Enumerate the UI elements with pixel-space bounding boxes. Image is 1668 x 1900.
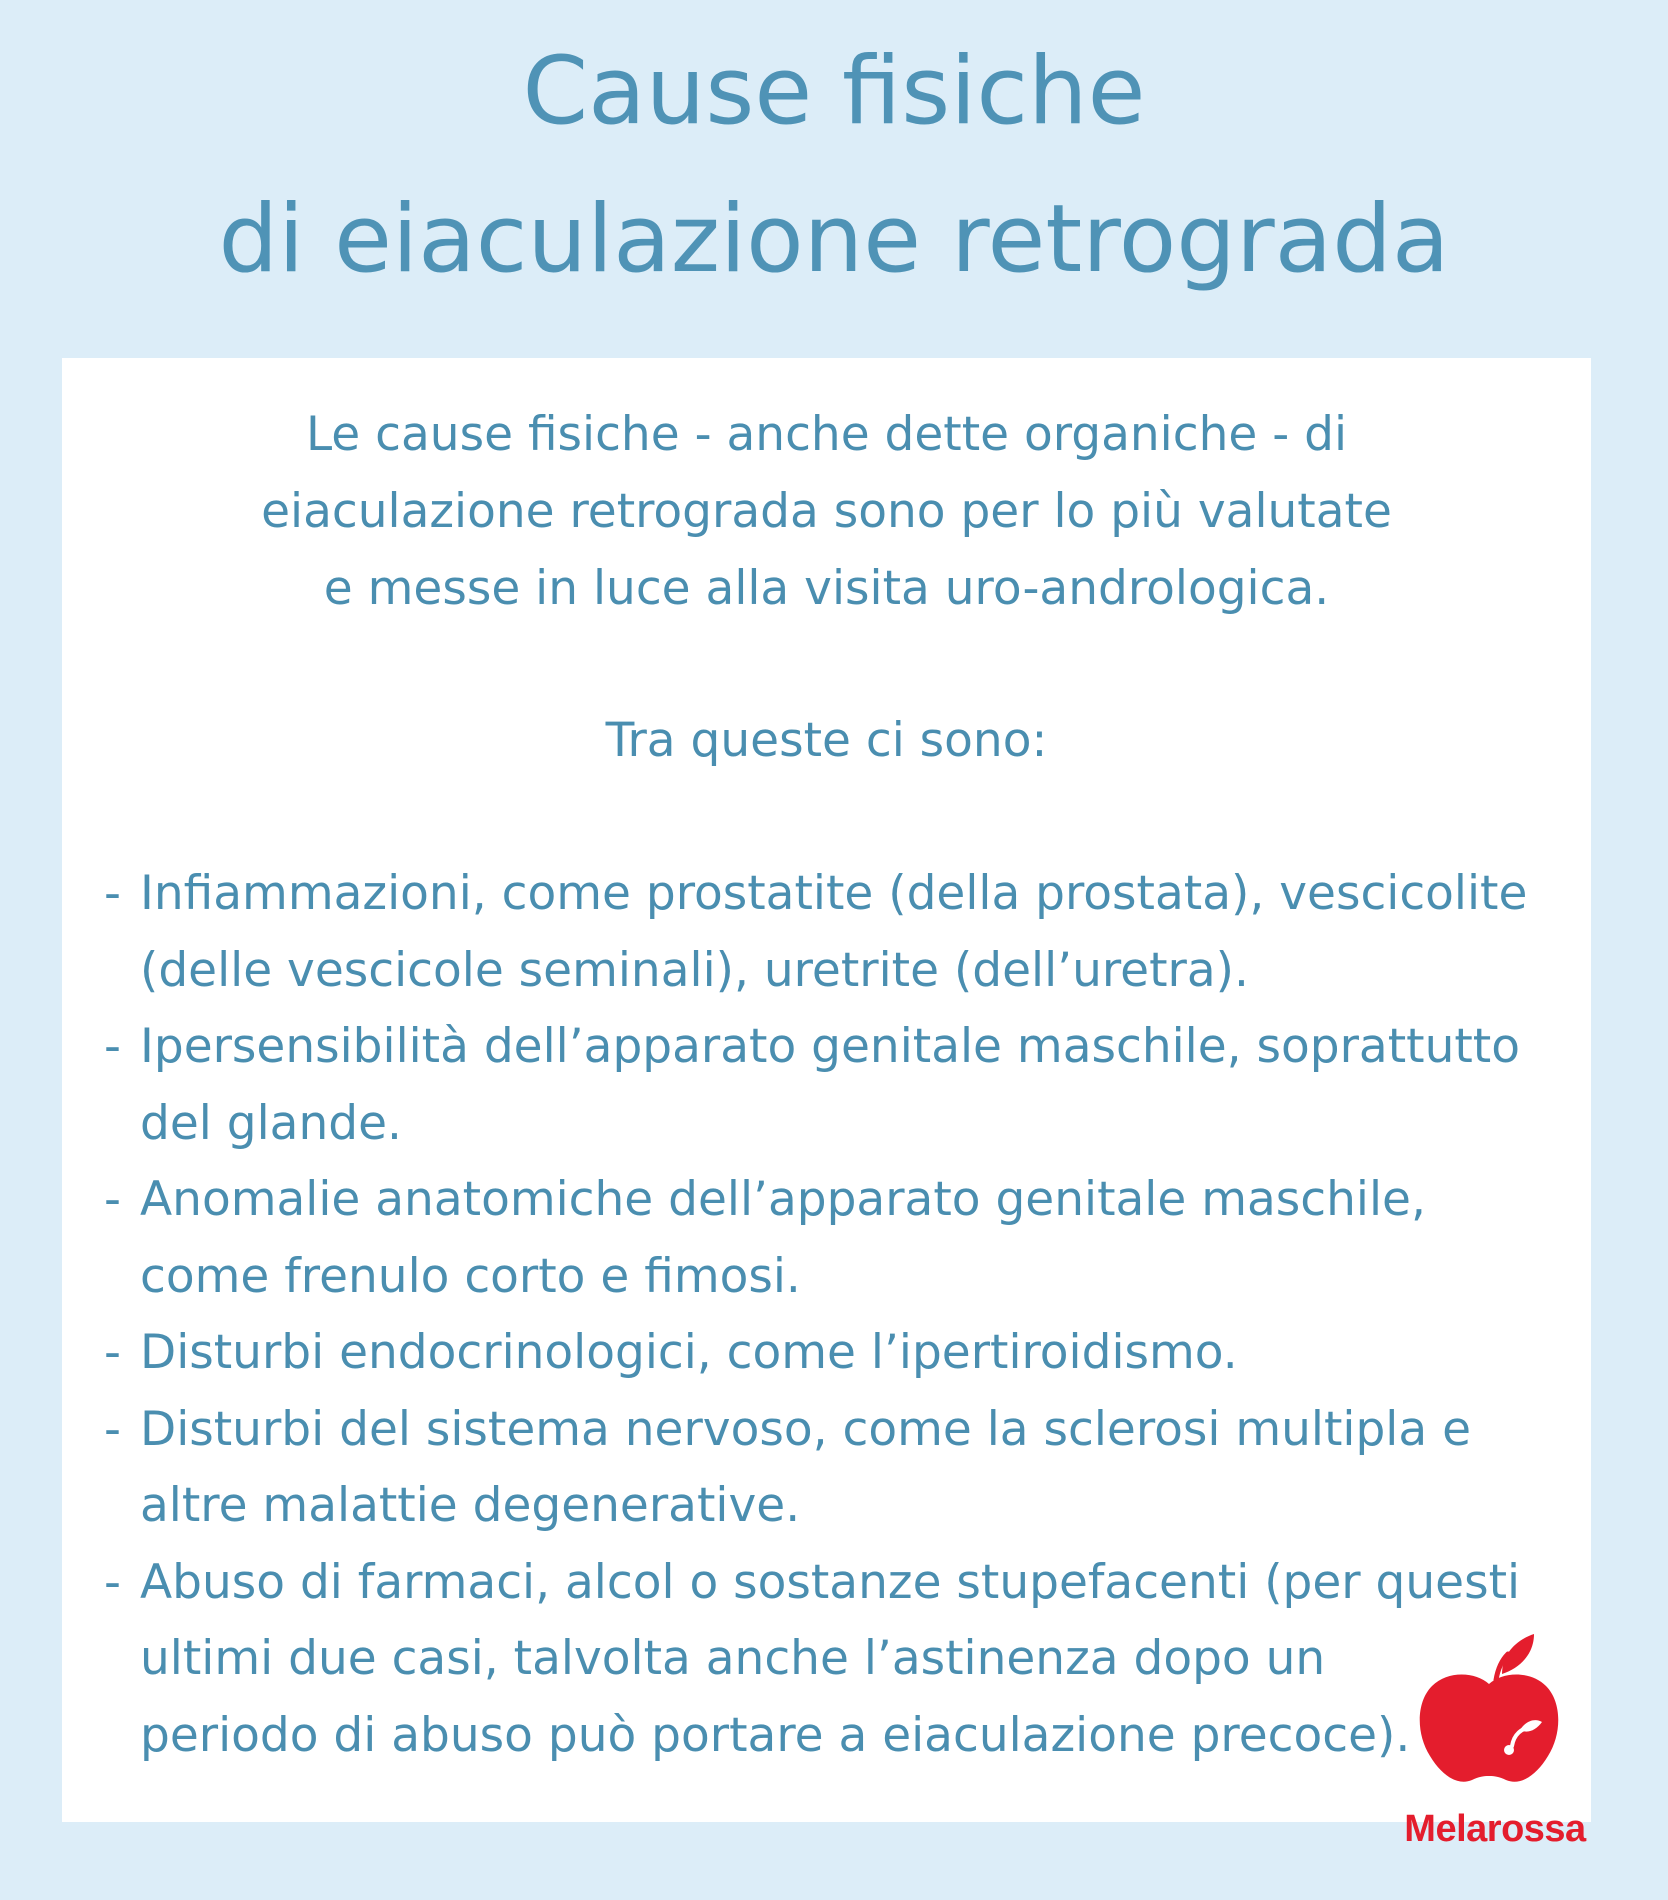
intro-paragraph bbox=[62, 396, 1591, 627]
list-bullet: - bbox=[104, 1401, 121, 1457]
list-bullet: - bbox=[104, 1554, 121, 1610]
list-item-line: altre malattie degenerative. bbox=[140, 1478, 801, 1533]
list-bullet: - bbox=[104, 866, 121, 921]
page-title-line-2: di eiaculazione retrograda bbox=[218, 185, 1450, 294]
list-item-line: Disturbi del sistema nervoso, come la sclerosi multipla e bbox=[140, 1401, 1472, 1457]
page-title bbox=[0, 18, 1668, 314]
list-bullet: - bbox=[104, 1325, 121, 1380]
list-item-line: ultimi due casi, talvolta anche l’astinenza dopo un bbox=[140, 1631, 1326, 1686]
brand-name: Melarossa bbox=[1404, 1808, 1586, 1850]
list-item-line: (delle vescicole seminali), uretrite (dell’uretra). bbox=[140, 942, 1249, 998]
list-bullet: - bbox=[104, 1019, 121, 1074]
intro-line-1: Le cause fisiche - anche dette organiche - di bbox=[305, 407, 1348, 462]
list-item-line: Anomalie anatomiche dell’apparato genitale maschile, bbox=[140, 1172, 1426, 1227]
list-bullet: - bbox=[104, 1172, 121, 1227]
list-item bbox=[104, 1009, 1544, 1162]
list-item bbox=[104, 1162, 1544, 1315]
causes-list bbox=[104, 856, 1544, 1774]
list-item-line: come frenulo corto e fimosi. bbox=[140, 1248, 801, 1304]
page-title-line-1: Cause fisiche bbox=[522, 37, 1146, 146]
list-item bbox=[104, 1545, 1544, 1775]
list-item-line: Disturbi endocrinologici, come l’ipertiroidismo. bbox=[140, 1325, 1238, 1380]
brand-logo bbox=[1380, 1634, 1610, 1884]
apple-icon bbox=[1416, 1634, 1562, 1786]
list-item bbox=[104, 1315, 1544, 1392]
list-item bbox=[104, 856, 1544, 1009]
content-card bbox=[62, 358, 1591, 1822]
list-heading: Tra queste ci sono: bbox=[605, 713, 1048, 768]
intro-line-3: e messe in luce alla visita uro-andrologica. bbox=[323, 561, 1330, 616]
list-item-line: Abuso di farmaci, alcol o sostanze stupefacenti (per questi bbox=[140, 1554, 1521, 1610]
list-item bbox=[104, 1392, 1544, 1545]
list-item-line: periodo di abuso può portare a eiaculazione precoce). bbox=[140, 1707, 1411, 1763]
intro-line-2: eiaculazione retrograda sono per lo più valutate bbox=[261, 484, 1392, 539]
list-item-line: del glande. bbox=[140, 1095, 402, 1151]
list-item-line: Ipersensibilità dell’apparato genitale maschile, soprattutto bbox=[140, 1019, 1520, 1074]
list-item-line: Infiammazioni, come prostatite (della prostata), vescicolite bbox=[140, 866, 1528, 921]
